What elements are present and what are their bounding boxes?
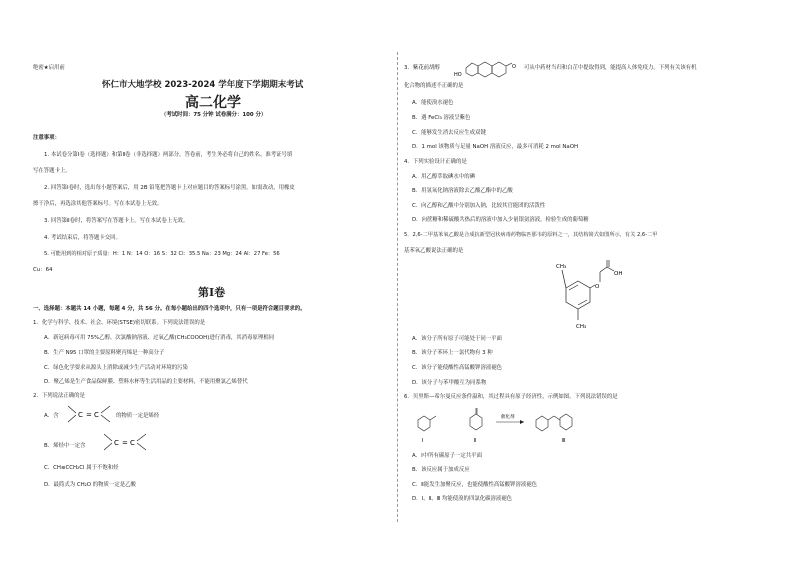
column-divider <box>397 52 398 522</box>
section-title: 第Ⅰ卷 <box>198 286 226 299</box>
hydroxyl-group: OH <box>614 271 623 277</box>
option: C．CH≡CCH₂Cl 属于不饱和烃 <box>44 465 119 471</box>
option: D．最简式为 CH₂O 的物质一定是乙酸 <box>44 482 136 488</box>
carbon-atom: C <box>114 439 119 447</box>
option: C．能够发生消去反应生成双键 <box>412 130 486 136</box>
question-stem: 5．2,6-二甲基苯氧乙酸是合成抗新型冠状病毒药物临匹那韦的原料之一，其结构简式如图所示，有关 2,6-二甲 <box>404 232 658 238</box>
option: A．含 <box>44 413 59 419</box>
note-line: 3. 回答第Ⅱ卷时，将答案写在答题卡上。写在本试卷上无效。 <box>44 218 189 224</box>
option: C．向乙醇和乙酸中分别加入钠，比较其官能团的活泼性 <box>412 203 546 209</box>
option: D．向蔗糖和稀硫酸共热后的溶液中加入少量银氨溶液，检验生成的葡萄糖 <box>412 217 589 223</box>
question-stem-cont: 可从中药材当归和白芷中提取得到，能提高人体免疫力。下列有关该有机 <box>524 65 697 71</box>
question-stem-cont: 基苯氧乙酸说法正确的是 <box>404 248 464 254</box>
label-II: Ⅱ <box>474 438 477 444</box>
secret-label: 绝密★启用前 <box>33 65 65 71</box>
note-line: Cu：64 <box>33 267 53 273</box>
option: B．生产 N95 口罩的主要原料聚丙烯是一种高分子 <box>44 350 165 356</box>
methyl-group: CH₃ <box>556 264 567 270</box>
carbon-atom: C <box>130 439 135 447</box>
note-line: 5. 可能用到的相对原子质量：H：1 N：14 O：16 S：32 Cl：35.5 Na：23 Mg：24 Al：27 Fe：56 <box>44 251 280 257</box>
label-III: Ⅲ <box>562 438 566 444</box>
option: A．能使溴水褪色 <box>412 100 454 106</box>
option: C．绿色化学要求从源头上消除或减少生产活动对环境的污染 <box>44 365 188 371</box>
note-line: 2. 回答第Ⅰ卷时，选出每小题答案后，用 2B 铅笔把答题卡上对应题目的答案标号涂黑。如需改动，用橡皮 <box>44 185 295 191</box>
baylis-hillman-reaction-scheme <box>412 404 602 446</box>
qianhu-alcohol-structure <box>452 55 524 81</box>
option: B．该反应属于加成反应 <box>412 467 470 473</box>
option: C．Ⅱ能发生加聚反应，也能使酸性高锰酸钾溶液褪色 <box>412 482 538 488</box>
question-stem: 2．下列说法正确的是 <box>33 393 85 399</box>
note-line: 1. 本试卷分第Ⅰ卷（选择题）和第Ⅱ卷（非选择题）两部分。答卷前，考生务必将自己的姓名、准考证号填 <box>44 152 293 158</box>
hydroxyl-group: HO <box>454 72 462 78</box>
school-title: 怀仁市大地学校 2023-2024 学年度下学期期末考试 <box>102 80 304 90</box>
option: 的物质一定是烯烃 <box>116 413 160 419</box>
note-line: 擦干净后，再选涂其他答案标号。写在本试卷上无效。 <box>33 201 163 207</box>
option: A．该分子所有原子可能处于同一平面 <box>412 336 502 342</box>
option: C．该分子能使酸性高锰酸钾溶液褪色 <box>412 365 503 371</box>
question-stem: 1．化学与科学、技术、社会、环境(STSE)密切联系。下列说法错误的是 <box>33 320 206 326</box>
methyl-group: CH₃ <box>576 324 587 330</box>
note-line: 4. 考试结束后，将答题卡交回。 <box>44 235 121 241</box>
exam-info: （考试时间：75 分钟 试卷满分：100 分） <box>161 112 267 118</box>
carbon-atom: C <box>94 411 99 419</box>
question-stem: 3．紫花前胡醇 <box>404 65 440 71</box>
section-intro: 一、选择题：本题共 14 小题，每题 4 分，共 56 分。在每小题给出的四个选项中，只有一项是符合题目要求的。 <box>33 306 306 312</box>
question-stem: 4．下列实验设计正确的是 <box>404 159 467 165</box>
carbon-atom: C <box>78 411 83 419</box>
notes-heading: 注意事项： <box>33 135 60 141</box>
question-stem-cont: 化合物的描述不正确的是 <box>404 83 464 89</box>
option: D．聚乙烯是生产食品保鲜膜、塑料水杯等生活用品的主要材料，不能用聚氯乙烯替代 <box>44 379 248 385</box>
option: A．Ⅰ中所有碳原子一定共平面 <box>412 453 482 459</box>
option: B．该分子苯环上一氯代物有 3 种 <box>412 350 493 356</box>
note-line: 写在答题卡上。 <box>33 168 71 174</box>
c-c-double-bond-figure-a <box>64 402 116 428</box>
question-stem: 6．贝里斯—希尔曼反应条件温和，其过程具有原子经济性，示例如图。下列说法错误的是 <box>404 394 618 400</box>
double-bond: = <box>122 439 128 447</box>
carbonyl-oxygen: O <box>512 64 516 70</box>
option: B．遇 FeCl₃ 溶液呈紫色 <box>412 115 471 121</box>
option: D．Ⅰ、Ⅱ、Ⅲ 均能使溴的四氯化碳溶液褪色 <box>412 496 513 502</box>
catalyst-label: 催化剂 <box>501 415 515 420</box>
option: B．烯烃中一定含 <box>44 443 86 449</box>
option: A．用乙醇萃取碘水中的碘 <box>412 174 475 180</box>
option: B．用氢氧化钠溶液除去乙酸乙酯中的乙酸 <box>412 188 513 194</box>
double-bond: = <box>86 411 92 419</box>
option: D．该分子与苯甲酸互为同系物 <box>412 380 487 386</box>
dimethylphenoxyacetic-acid-structure <box>540 258 630 334</box>
option: D．1 mol 该物质与足量 NaOH 溶液反应，最多可消耗 2 mol NaOH <box>412 144 579 150</box>
subject-title: 高二化学 <box>185 95 241 111</box>
label-I: Ⅰ <box>422 438 424 444</box>
ether-oxygen: O <box>595 284 600 290</box>
c-c-double-bond-figure-b <box>100 430 152 456</box>
option: A．新冠病毒可用 75%乙醇、次氯酸钠溶液、过氧乙酸(CH₃COOOH)进行消毒，其消毒原理相同 <box>44 335 275 341</box>
